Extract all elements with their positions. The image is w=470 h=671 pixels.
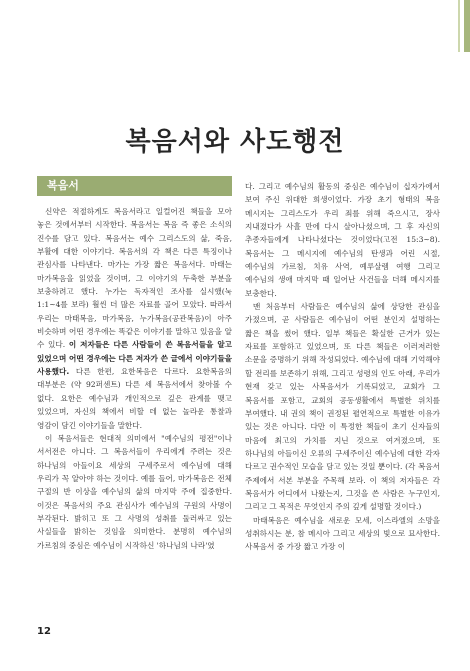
body-paragraph bbox=[37, 205, 232, 432]
chapter-title: 복음서와 사도행전 bbox=[125, 127, 345, 158]
corner-accent-line bbox=[458, 0, 460, 52]
section-header-bar bbox=[37, 176, 232, 196]
body-paragraph: 맨 처음부터 사람들은 예수님의 삶에 상당한 관심을 가졌으며, 곧 사람들은 예수님이 어떤 분인지 설명하는 짧은 책을 썼어 했다. 일부 책들은 확실한 근거가 있는 자료를 포함하고 있었으며, 또 다른 책들은 이러저러한 소문을 증명하기 위해 작성되었다. 예수님에 대해 기억해야 할 전리를 보존하기 위해, 그리고 성령의 인도 아래, 우리가 현재 갖고 있는 사복음서가 기록되었고, 교회가 그 복음서를 포함고, 교회의 공동생활에서 특별한 위치를 부여했다. 내 권의 책이 권정된 펼연적으로 특별한 이유가 있는 것은 아니다. 다만 이 특정한 책들이 초기 신자들의 마음에 최고의 가치를 지닌 것으로 여겨졌으며, 또 하나님의 아들이신 오류의 구세주이신 예수님에 대한 각자 다르고 권수적인 모습을 담고 있는 것일 뿐이다. (각 복음서 주제에서 서본 부분을 주목해 보라. 이 책의 저자들은 각 복음서가 어디에서 나왔는지, 그것을 쓴 사람은 누구인지, 그리고 그 목적은 무엇인지 주의 깊게 설명할 것이다.) bbox=[245, 302, 440, 512]
page-number: 12 bbox=[37, 626, 51, 637]
right-column bbox=[245, 180, 440, 554]
corner-accent-bar bbox=[464, 0, 470, 52]
body-paragraph bbox=[37, 432, 232, 552]
emphasized-text: 이 저자들은 다른 사람들이 쓴 복음서들을 알고 있었으며 어떤 경우에는 다른 저자가 쓴 글에서 이야기들을 사용했다. bbox=[37, 340, 232, 377]
paragraph-text: 이 복음서들은 현대적 의미에서 "예수님의 평전"이나 서서전은 아니다. 그 복음서들이 우리에게 주려는 것은 하나님의 아들이요 세상의 구세주로서 예수님에 대해 우리가 꼭 알아야 하는 것이다. 예를 들어, 마가복음은 전체 구절의 반 이상을 예수님의 삶의 마지막 주에 집중한다. 이것은 복음서의 주요 관심사가 예수님의 구원의 사명이 부각된다. 밝히고 또 그 사명의 성취를 둘러싸고 있는 사실들을 밝히는 것임을 의미한다. 분명히 예수님의 가르침의 중심은 예수님이 시작하신 '하나님의 나라'였 bbox=[37, 433, 232, 550]
body-paragraph: 다. 그리고 예수님의 활동의 중심은 예수님이 십자가에서 보여 주신 위대한 희생이었다. 가장 초기 형태의 복음 메시지는 그리스도가 우리 죄를 위해 죽으시고, 장사 지내졌다가 사흘 만에 다시 살아나셨으며, 그 후 자신의 추종자들에게 나타나셨다는 것이었다(고전 15:3~8). 복음서는 그 메시지에 예수님의 탄생과 어린 시절, 예수님의 가르침, 치유 사역, 예루살렘 여행 그리고 예수님의 생애 마지막 때 일어난 사건들을 더해 메시지를 보충한다. bbox=[245, 182, 440, 298]
body-paragraph: 마태복음은 예수님을 새로운 모세, 이스라엘의 소망을 성취하시는 분, 참 메시아 그리고 세상의 빛으로 묘사한다. 사복음서 중 가장 짧고 가장 이 bbox=[245, 515, 440, 552]
paragraph-text: 신약은 적절하게도 복음서라고 일컬어진 책들을 모아 놓은 것에서부터 시작한다. 복음서는 복음 즉 좋은 소식의 진수를 담고 있다. 복음서는 예수 그리스도의 삶, 죽음, 부활에 대한 이야기다. 복음서의 각 책은 다른 특징이나 관심사를 나타낸다. 마가는 가장 짧은 복음서다. 마태는 마가복음을 읽었을 것이며, 그 이야기의 두축한 부분을 보충하려고 했다. 누가는 독자적인 조사를 실시했(눅 1:1~4를 보라) 훨씬 더 많은 자료를 골어 모았다. 따라서 우리는 마태복음, 마가복음, 누가복음(공관복음)이 아주 비슷하며 어떤 경우에는 똑같은 이야기를 말하고 있음을 알 수 있다. bbox=[37, 207, 232, 350]
paragraph-text: 다른 한편, 요한복음은 다르다. 요한복음의 대부분은 (약 92퍼센트) 다른 세 복음서에서 찾아볼 수 없다. 요한은 예수님과 개인적으로 깊은 관계를 맺고 있었으며, 자신의 책에서 비할 데 없는 놀라운 통찰과 영감이 담긴 이야기들을 말한다. bbox=[37, 367, 232, 430]
section-title: 복음서 bbox=[47, 179, 79, 192]
left-column bbox=[37, 176, 232, 552]
